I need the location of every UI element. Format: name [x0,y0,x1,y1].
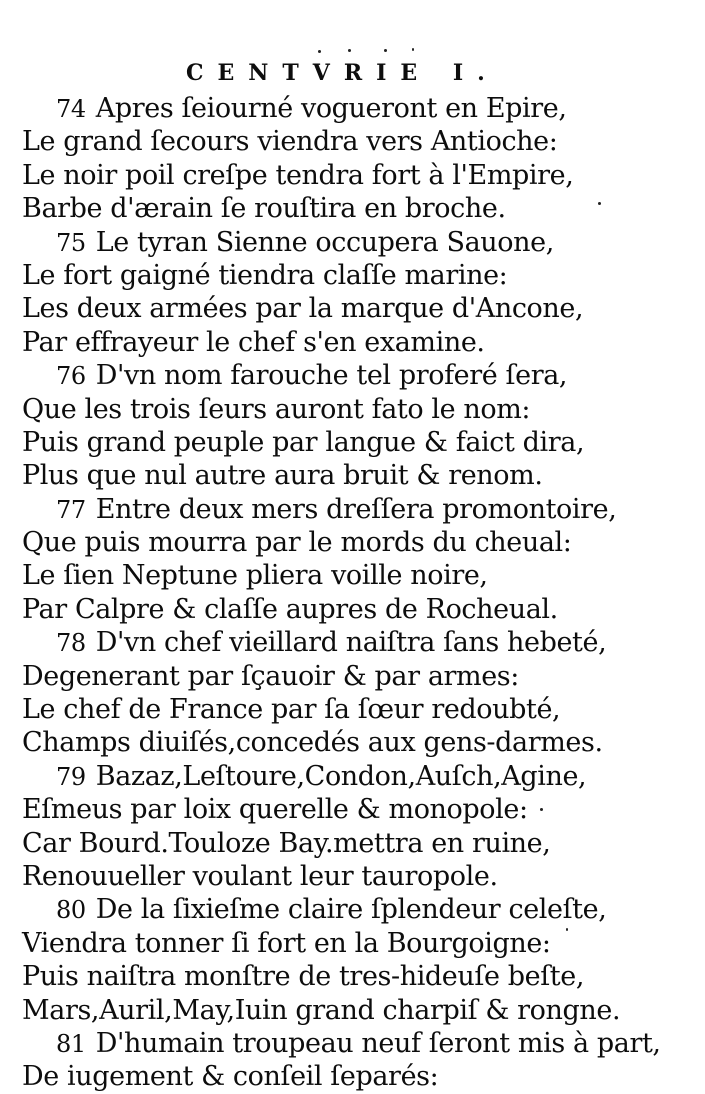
quatrain-number: 75 [56,228,86,257]
verse-text: Entre deux mers dreſſera promontoire, [95,493,617,525]
verse-line [22,493,682,526]
verse-line [22,760,682,793]
verse-line [22,92,682,125]
verse-line: Le ſien Neptune pliera voille noire, [22,560,488,592]
quatrain-number: 74 [56,95,86,123]
verse-line: Par Calpre & claſſe aupres de Rocheual. [22,593,558,625]
ink-speck [412,48,414,51]
quatrain-number: 77 [56,495,86,524]
verse-line: Que les trois ſeurs auront fato le nom: [22,393,531,425]
verse-line: Le chef de France par ſa ſœur redoubté, [22,694,561,726]
verse-line: Par effrayeur le chef s'en examine. [22,326,485,358]
ink-speck [348,49,351,52]
verse-block [22,92,682,1094]
verse-line: Les deux armées par la marque d'Ancone, [22,293,584,325]
running-head: CENTVRIE I. [186,60,499,86]
quatrain-number: 78 [56,629,86,658]
verse-line [22,626,682,659]
verse-line: Renouueller voulant leur tauropole. [22,860,498,892]
quatrain-number: 76 [56,362,86,391]
verse-text: D'vn nom farouche tel proferé ſera, [95,360,568,392]
verse-line: Mars,Auril,May,Iuin grand charpiſ & rongne. [22,994,621,1026]
verse-line: Champs diuiſés,concedés aux gens-darmes. [22,727,603,759]
verse-line: Car Bourd.Touloze Bay.mettra en ruine, [22,827,551,859]
verse-line [22,359,682,392]
ink-speck [318,50,321,53]
verse-line: Le grand ſecours viendra vers Antioche: [22,126,558,158]
verse-line: Eſmeus par loix querelle & monopole: [22,794,528,826]
verse-text: De la ſixieſme claire ſplendeur celeſte, [95,894,607,926]
verse-line: De iugement & conſeil ſeparés: [22,1061,439,1093]
verse-line: Degenerant par ſçauoir & par armes: [22,660,519,692]
verse-line: Le fort gaigné tiendra claſſe marine: [22,259,508,291]
verse-line: Plus que nul autre aura bruit & renom. [22,460,543,492]
verse-line [22,893,682,926]
verse-text: D'humain troupeau neuf ſeront mis à part, [95,1027,661,1059]
verse-text: D'vn chef vieillard naiſtra ſans hebeté, [95,627,607,659]
verse-line: Puis naiſtra monſtre de tres-hideuſe beſte, [22,961,584,993]
quatrain-number: 80 [56,896,86,925]
verse-text: Bazaz,Leſtoure,Condon,Auſch,Agine, [95,760,587,792]
verse-line: Que puis mourra par le mords du cheual: [22,527,572,559]
verse-text: Apres ſeiourné vogueront en Epire, [95,93,567,124]
verse-text: Le tyran Sienne occupera Sauone, [95,226,554,258]
verse-line: Viendra tonner ſi fort en la Bourgoigne: [22,927,551,959]
quatrain-number: 81 [56,1029,86,1058]
ink-speck [384,49,387,52]
verse-line: Puis grand peuple par langue & faict dira, [22,426,585,458]
verse-line [22,226,682,259]
verse-line: Le noir poil creſpe tendra fort à l'Empire, [22,159,574,191]
verse-line [22,1027,682,1060]
verse-line: Barbe d'ærain ſe rouſtira en broche. [22,193,506,225]
quatrain-number: 79 [56,762,86,791]
